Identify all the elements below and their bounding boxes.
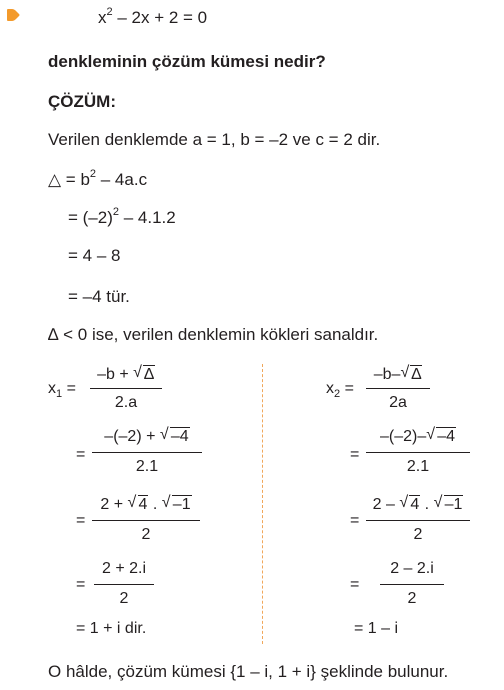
eq-sign: = <box>350 446 360 463</box>
column-divider <box>262 364 263 644</box>
x2-step-2: –(–2)–√ –4 2.1 <box>366 426 470 476</box>
delta-note: ∆ < 0 ise, verilen denklemin kökleri sanaldır. <box>48 325 379 344</box>
delta-line-1: △ = $b^2 - 4a.c$ <box>48 168 148 189</box>
x1-result: = 1 + i dir. <box>76 620 147 637</box>
eq-sign: = <box>350 512 360 529</box>
x1-formula: –b + √ ∆ 2.a <box>90 364 162 414</box>
header-equation: $x^2 - 2x + 2 = 0$ <box>98 6 208 27</box>
eq-sign: = <box>76 512 86 529</box>
solution-label: ÇÖZÜM: <box>48 92 116 111</box>
given-values: Verilen denklemde a = 1, b = –2 ve c = 2 dir. <box>48 130 381 149</box>
x2-step-3: 2 – √ 4 . √ –1 2 <box>366 494 470 544</box>
question-text: denkleminin çözüm kümesi nedir? <box>48 52 326 71</box>
triangle-bullet-icon <box>6 8 20 22</box>
x1-label: $x_1$ = <box>48 380 76 400</box>
eq-sign: = <box>350 576 360 593</box>
x1-step-3: 2 + √ 4 . √ –1 2 <box>92 494 200 544</box>
conclusion-text: O hâlde, çözüm kümesi {1 – i, 1 + i} şeklinde bulunur. <box>48 662 449 681</box>
delta-line-2: = $(-2)^2 - 4.1.2$ <box>68 206 176 227</box>
x1-step-4: 2 + 2.i 2 <box>94 558 154 608</box>
eq-sign: = <box>76 446 86 463</box>
x2-formula: –b–√ ∆ 2a <box>366 364 430 414</box>
delta-line-4: = –4 tür. <box>68 287 130 306</box>
eq-sign: = <box>76 576 86 593</box>
delta-line-3: = 4 – 8 <box>68 246 121 265</box>
x2-label: $x_2$ = <box>326 380 354 400</box>
x2-result: = 1 – i <box>354 620 399 637</box>
x2-step-4: 2 – 2.i 2 <box>380 558 444 608</box>
x1-step-2: –(–2) + √ –4 2.1 <box>92 426 202 476</box>
